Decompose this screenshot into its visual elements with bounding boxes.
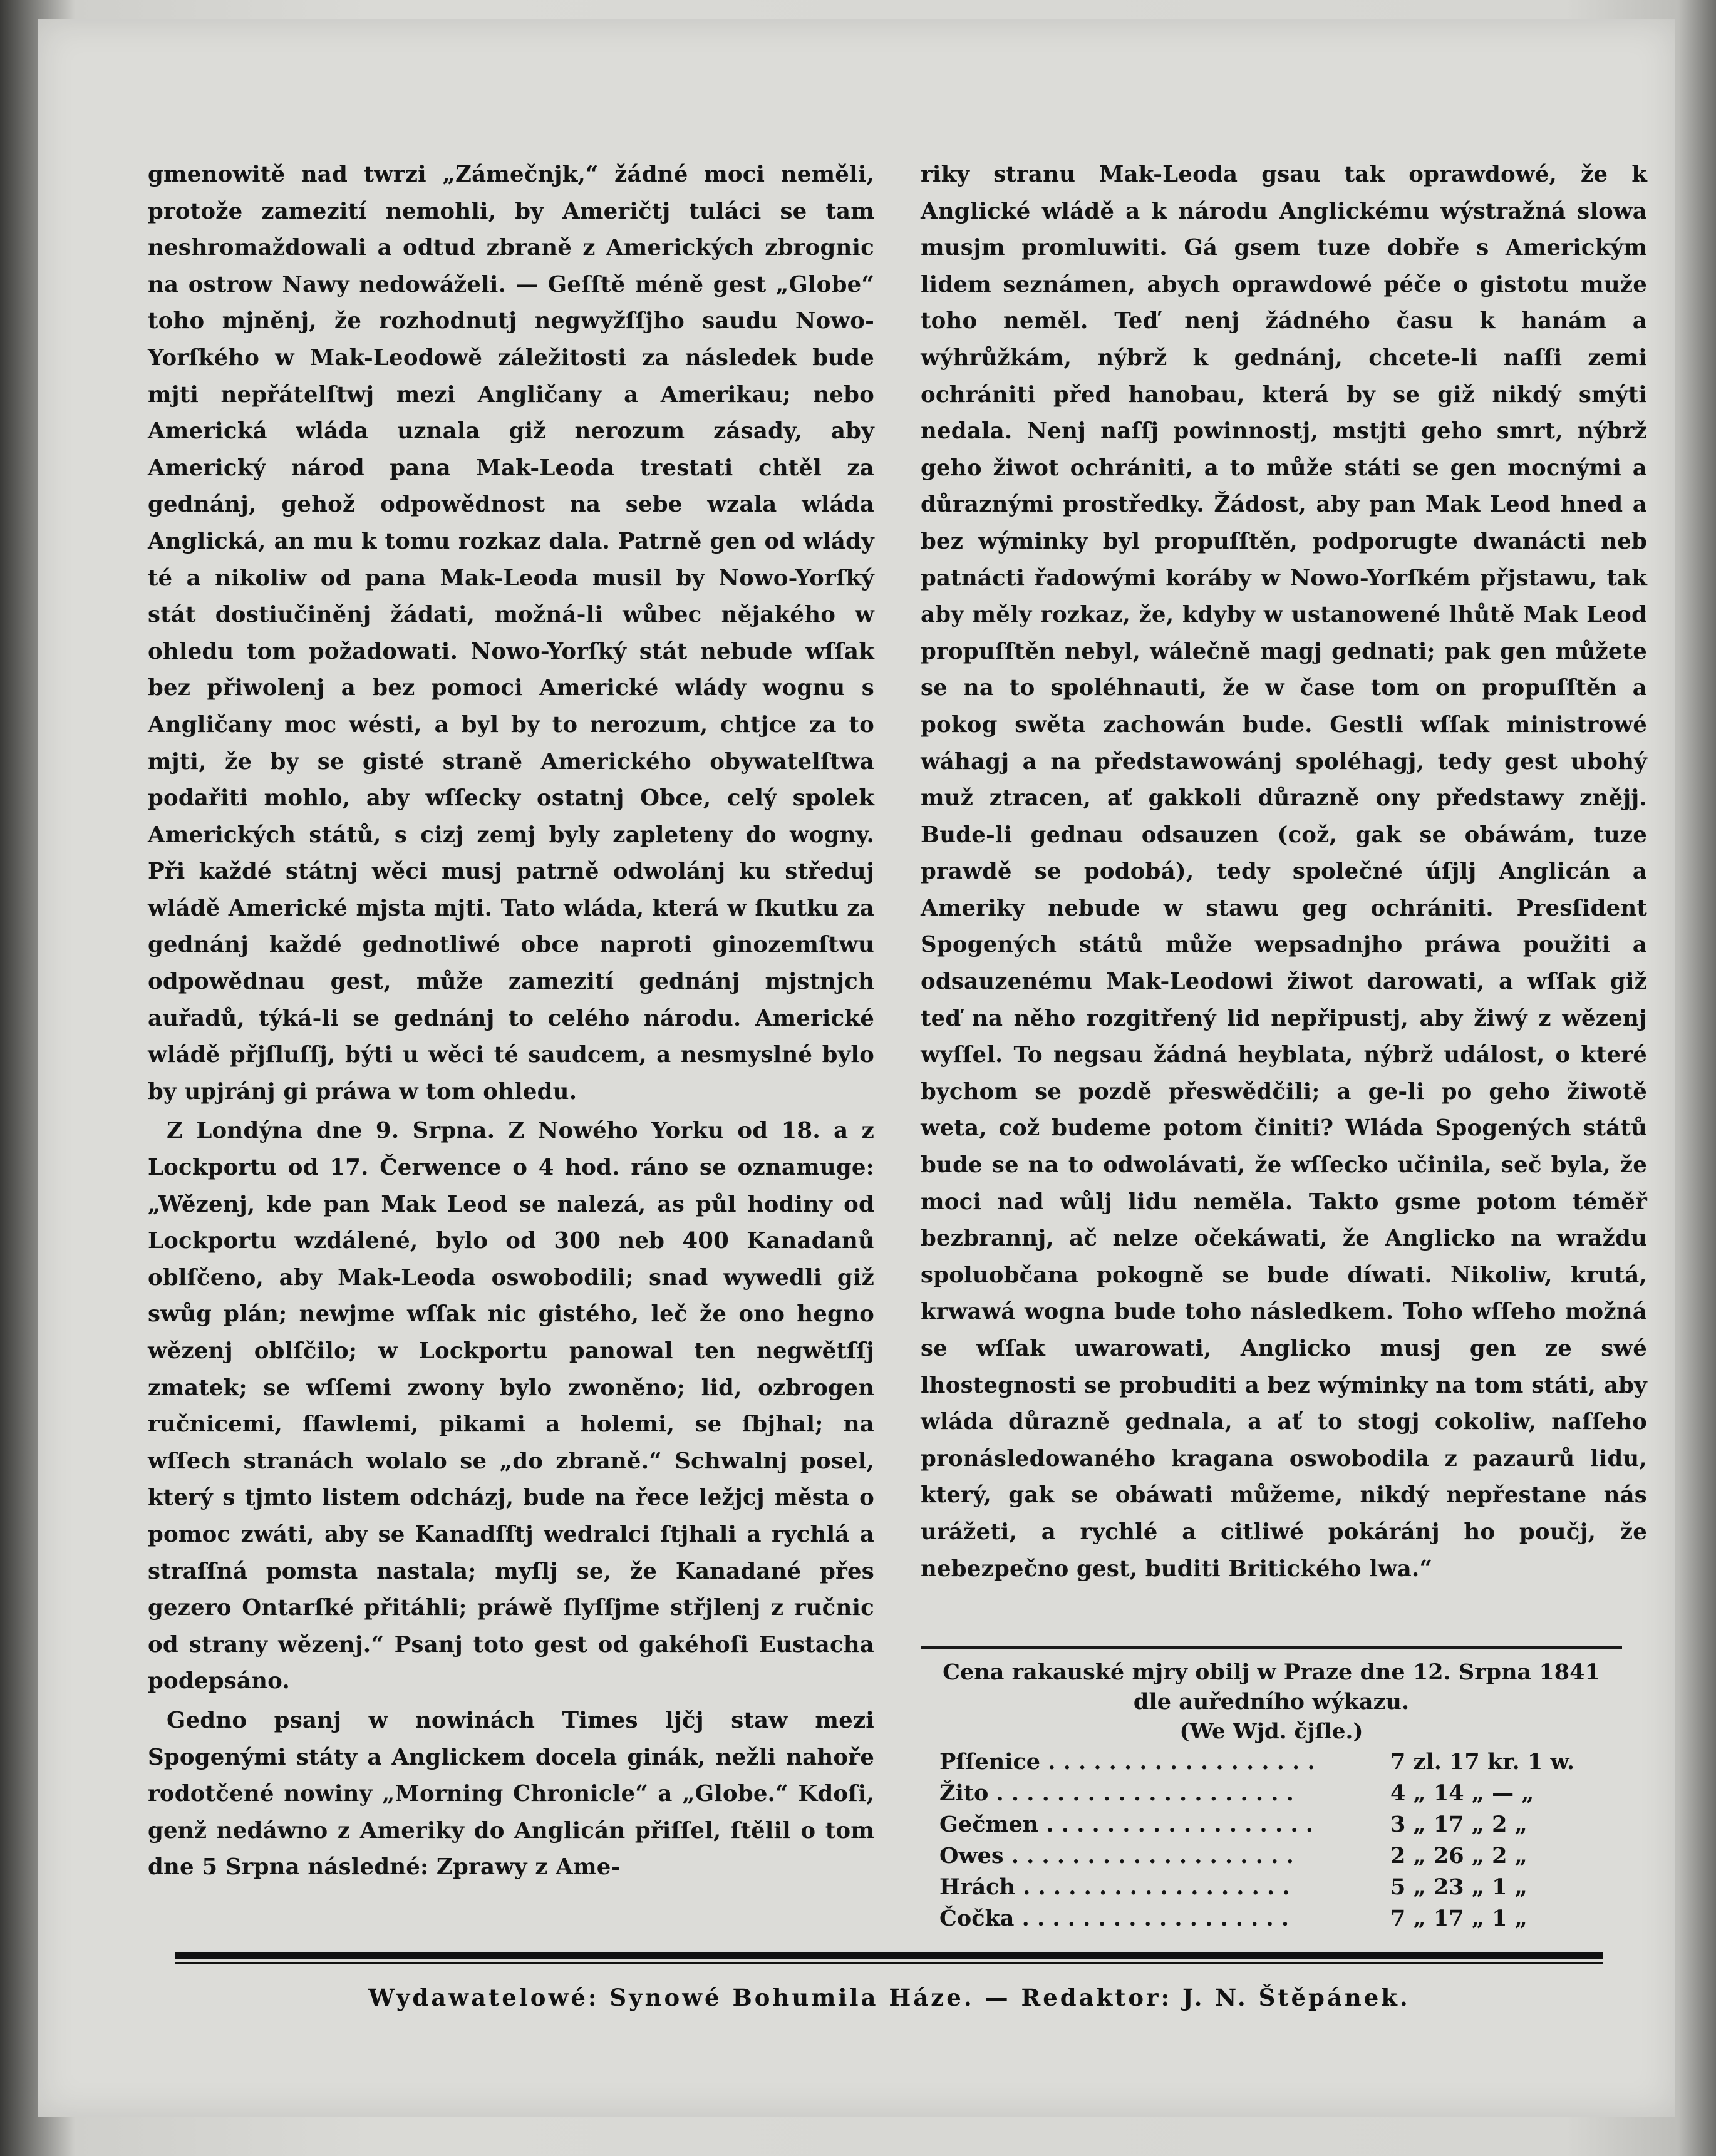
- footer-rule-thin: [175, 1962, 1603, 1964]
- grain-price: 2 „ 26 „ 2 „: [1390, 1843, 1527, 1869]
- left-column: [148, 157, 874, 1886]
- publisher-footer: Wydawatelowé: Synowé Bohumila Háze. — Redaktor: J. N. Štěpánek.: [368, 1984, 1410, 2011]
- grain-name: Žito . . . . . . . . . . . . . . . . . . . .: [939, 1780, 1294, 1806]
- grain-name: Owes . . . . . . . . . . . . . . . . . . .: [939, 1843, 1294, 1869]
- left-paragraph-3: Gedno psanj w nowinách Times ljčj staw mezi Spogenými státy a Anglickem docela ginák, nežli nahoře rodotčené nowiny „Morning Chronicle“ a „Globe.“ Kdoſi, genž nedáwno z Ameriky do Anglicán přiſſel, ſtělil o tom dne 5 Srpna následné: Zprawy z Ame-: [148, 1707, 874, 1880]
- price-row: [921, 1809, 1622, 1840]
- grain-name: Hrách . . . . . . . . . . . . . . . . . .: [939, 1874, 1290, 1900]
- price-row: [921, 1778, 1622, 1809]
- grain-price: 4 „ 14 „ — „: [1390, 1780, 1534, 1806]
- price-row: [921, 1840, 1622, 1872]
- price-row: [921, 1746, 1622, 1778]
- price-table-unit-note: (We Wjd. čjſle.): [1179, 1719, 1363, 1744]
- right-column: [921, 157, 1647, 1587]
- left-paragraph-1: gmenowitě nad twrzi „Zámečnjk,“ žádné moci neměli, protože zamezití nemohli, by Američtj tuláci se tam neshromaždowali a odtud zbraně z Amerických zbrognic na ostrow Nawy nedowáželi. — Geſſtě méně gest „Globe“ toho mjněnj, že rozhodnutj negwyžſſjho saudu Nowo-Yorſkého w Mak-Leodowě záležitosti za následek bude mjti nepřátelſtwj mezi Angličany a Amerikau; nebo Americká wláda uznala giž nerozum zásady, aby Americký národ pana Mak-Leoda trestati chtěl za gednánj, gehož odpowědnost na sebe wzala wláda Anglická, an mu k tomu rozkaz dala. Patrně gen od wlády té a nikoliw od pana Mak-Leoda musil by Nowo-Yorſký stát dostiučiněnj žádati, možná-li wůbec nějakého w ohledu tom požadowati. Nowo-Yorſký stát nebude wſſak bez přiwolenj a bez pomoci Americké wlády wognu s Angličany moc wésti, a byl by to nerozum, chtjce za to mjti, že by se gisté straně Amerického obywatelſtwa podařiti mohlo, aby wſſecky ostatnj Obce, celý spolek Amerických států, s cizj zemj byly zapleteny do wogny. Při každé státnj wěci musj patrně odwolánj ku středuj wládě Americké mjsta mjti. Tato wláda, která w ſkutku za gednánj každé gednotliwé obce naproti ginozemſtwu odpowědnau gest, může zamezití gednánj mjstnjch auřadů, týká-li se gednánj to celého národu. Americké wládě přjſluſſj, býti u wěci té saudcem, a nesmyslné bylo by upjránj gi práwa w tom ohledu.: [148, 162, 874, 1105]
- right-paragraph-1: riky stranu Mak-Leoda gsau tak oprawdowé, že k Anglické wládě a k národu Anglickému wýstražná slowa musjm promluwiti. Gá gsem tuze dobře s Americkým lidem seznámen, abych oprawdowé péče o gistotu muže toho neměl. Teď nenj žádného času k hanám a wýhrůžkám, nýbrž k gednánj, chcete-li naſſi zemi ochrániti před hanobau, která by se giž nikdý smýti nedala. Nenj naſſj powinnostj, mstjti geho smrt, nýbrž geho žiwot ochrániti, a to může státi se gen mocnými a důraznými prostředky. Žádost, aby pan Mak Leod hned a bez wýminky byl propuſſtěn, podporugte dwanácti neb patnácti řadowými koráby w Nowo-Yorſkém přjstawu, tak aby měly rozkaz, že, kdyby w ustanowené lhůtě Mak Leod propuſſtěn nebyl, wálečně magj gednati; pak gen můžete se na to spoléhnauti, že w čase tom on propuſſtěn a pokog swěta zachowán bude. Gestli wſſak ministrowé wáhagj a na předstawowánj spoléhagj, tedy gest ubohý muž ztracen, ať gakkoli důrazně ony předstawy znějj. Bude-li gednau odsauzen (což, gak se obáwám, tuze prawdě se podobá), tedy společné úſjlj Anglicán a Ameriky nebude w stawu geg ochrániti. Presſident Spogených států může wepsadnjho práwa použiti a odsauzenému Mak-Leodowi žiwot darowati, a wſſak giž teď na něho rozgitřený lid nepřipustj, aby žiwý z wězenj wyſſel. To negsau žádná heyblata, nýbrž událost, o které bychom se pozdě přeswědčili; a ge-li po geho žiwotě weta, což budeme potom činiti? Wláda Spogených států bude se na to odwolávati, že wſſecko učinila, seč byla, že moci nad wůlj lidu neměla. Takto gsme potom téměř bezbrannj, ač nelze očekáwati, že Anglicko na wraždu spoluobčana pokogně se bude díwati. Nikoliw, krutá, krwawá wogna bude toho následkem. Toho wſſeho možná se wſſak uwarowati, Anglicko musj gen ze swé lhostegnosti se probuditi a bez wýminky na tom státi, aby wláda důrazně gednala, a ať to stogj cokoliw, naſſeho pronásledowaného kragana oswobodila z pazaurů lidu, který, gak se obáwati můžeme, nikdý nepřestane nás urážeti, a rychlé a citliwé pokáránj ho poučj, že nebezpečno gest, buditi Britického lwa.“: [921, 162, 1647, 1582]
- grain-price: 7 zl. 17 kr. 1 w.: [1390, 1749, 1575, 1775]
- grain-price: 7 „ 17 „ 1 „: [1390, 1906, 1527, 1931]
- price-table-subtitle: dle auředního wýkazu.: [1133, 1689, 1410, 1715]
- grain-price: 3 „ 17 „ 2 „: [1390, 1812, 1527, 1837]
- price-row: [921, 1903, 1622, 1934]
- price-row: [921, 1872, 1622, 1903]
- left-paragraph-2: Z Londýna dne 9. Srpna. Z Nowého Yorku od 18. a z Lockportu od 17. Čerwence o 4 hod. ráno se oznamuge: „Wězenj, kde pan Mak Leod se nalezá, as půl hodiny od Lockportu wzdálené, bylo od 300 neb 400 Kanadanů oblſčeno, aby Mak-Leoda oswobodili; snad wywedli giž swůg plán; newjme wſſak nic gistého, leč že ono hegno wězenj oblſčilo; w Lockportu panowal ten negwětſſj zmatek; se wſſemi zwony bylo zwoněno; lid, ozbrogen ručnicemi, ſſawlemi, pikami a holemi, se ſbjhal; na wſſech stranách wolalo se „do zbraně.“ Schwalnj posel, který s tjmto listem odcházj, bude na řece ležjcj města o pomoc zwáti, aby se Kanadſſtj wedralci ſtjhali a rychlá a straſſná pomsta nastala; myſlj se, že Kanadané přes gezero Ontarſké přitáhli; práwě ſlyſſjme střjlenj z ručnic od strany wězenj.“ Psanj toto gest od gakéhoſi Eustacha podepsáno.: [148, 1118, 874, 1694]
- grain-price: 5 „ 23 „ 1 „: [1390, 1874, 1527, 1900]
- footer-rule-thick: [175, 1952, 1603, 1959]
- grain-name: Pſſenice . . . . . . . . . . . . . . . . . .: [939, 1749, 1315, 1775]
- price-table-title: Cena rakauské mjry obilj w Praze dne 12. Srpna 1841: [943, 1659, 1600, 1685]
- price-table-rule: [921, 1646, 1622, 1649]
- grain-name: Gečmen . . . . . . . . . . . . . . . . . .: [939, 1812, 1313, 1837]
- grain-price-table: [921, 1646, 1622, 1934]
- grain-name: Čočka . . . . . . . . . . . . . . . . . .: [939, 1906, 1290, 1931]
